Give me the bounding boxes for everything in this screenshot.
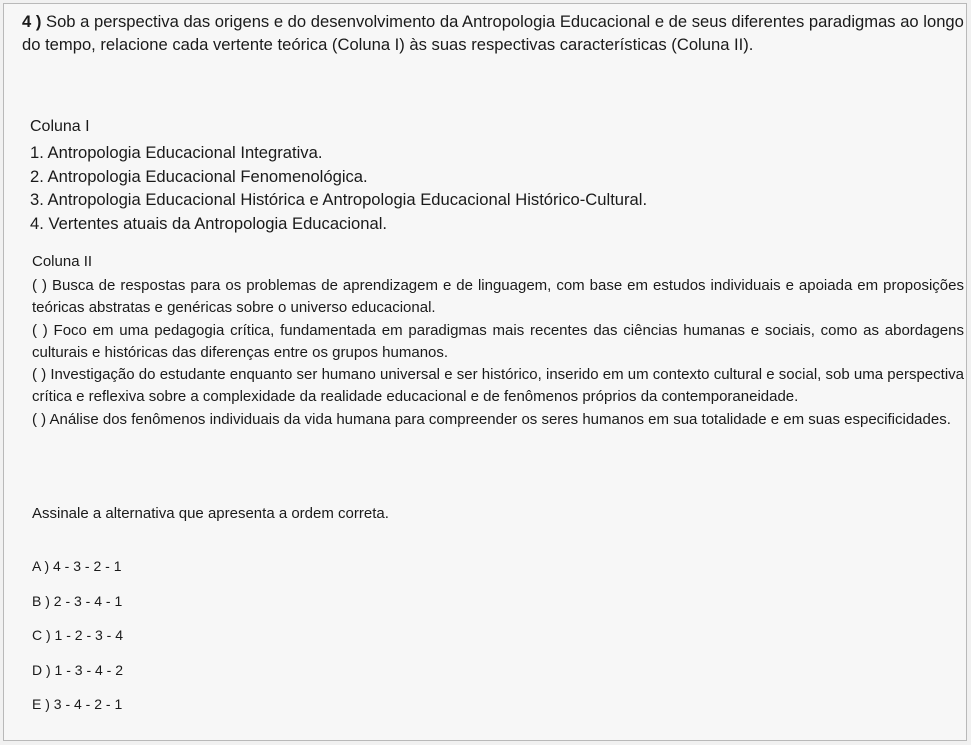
answer-options xyxy=(32,557,123,730)
column-1-item: 2. Antropologia Educacional Fenomenológica. xyxy=(30,166,368,186)
column-2-item: ( ) Análise dos fenômenos individuais da vida humana para compreender os seres humanos em sua totalidade e em suas especificidades. xyxy=(32,410,951,428)
column-1-heading: Coluna I xyxy=(30,118,90,135)
option-e[interactable]: E ) 3 - 4 - 2 - 1 xyxy=(32,696,123,713)
question-number: 4 ) xyxy=(22,12,42,31)
column-1-item: 3. Antropologia Educacional Histórica e Antropologia Educacional Histórico-Cultural. xyxy=(30,190,648,209)
option-d[interactable]: D ) 1 - 3 - 4 - 2 xyxy=(32,661,124,678)
column-1-item: 4. Vertentes atuais da Antropologia Educacional. xyxy=(30,213,388,233)
column-1-item: 1. Antropologia Educacional Integrativa. xyxy=(30,143,323,162)
column-2-item: ( ) Investigação do estudante enquanto ser humano universal e ser histórico, inserido em um contexto cultural e social, sob uma perspectiva crítica e reflexiva sobre a complexidade da realidade educacional e de fenômenos próprios da contemporaneidade. xyxy=(32,366,964,406)
option-c[interactable]: C ) 1 - 2 - 3 - 4 xyxy=(32,627,124,644)
question-statement xyxy=(22,10,967,56)
option-a[interactable]: A ) 4 - 3 - 2 - 1 xyxy=(32,558,122,574)
instruction-text: Assinale a alternativa que apresenta a ordem correta. xyxy=(32,505,389,522)
column-2-heading: Coluna II xyxy=(32,253,93,270)
option-b[interactable]: B ) 2 - 3 - 4 - 1 xyxy=(32,592,123,609)
question-text: Sob a perspectiva das origens e do desenvolvimento da Antropologia Educacional e de seus diferentes paradigmas ao longo do tempo, relacione cada vertente teórica (Coluna I) às suas respectivas características (Coluna II). xyxy=(22,12,964,54)
column-1-list xyxy=(30,141,647,235)
column-2-item: ( ) Busca de respostas para os problemas de aprendizagem e de linguagem, com base em estudos individuais e apoiada em proposições teóricas abstratas e genéricas sobre o universo educacional. xyxy=(32,277,964,317)
column-2-item: ( ) Foco em uma pedagogia crítica, fundamentada em paradigmas mais recentes das ciências humanas e sociais, como as abordagens culturais e históricas das diferenças entre os grupos humanos. xyxy=(32,321,964,361)
column-2-list xyxy=(32,275,964,431)
